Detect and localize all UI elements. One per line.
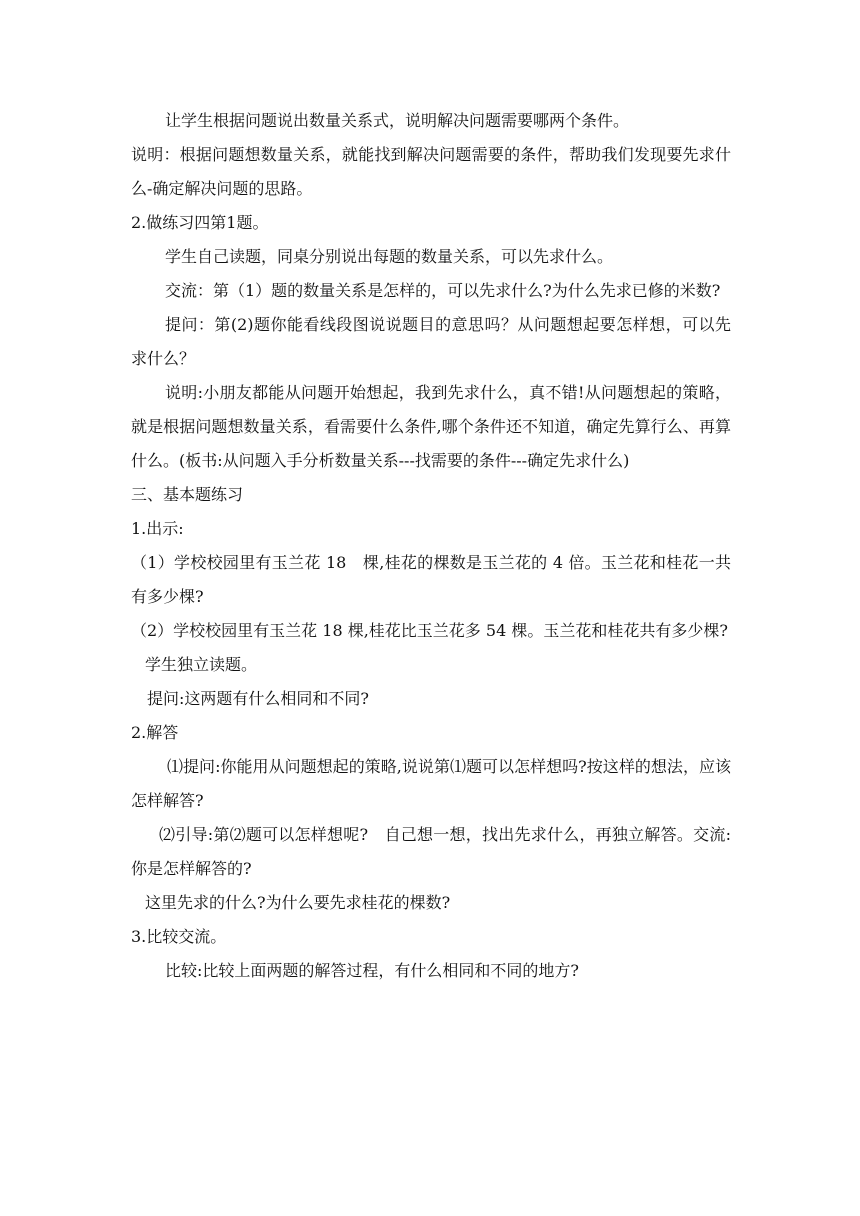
paragraph-compare-process: 比较:比较上面两题的解答过程，有什么相同和不同的地方?: [165, 961, 579, 980]
paragraph-explanation: 说明：根据问题想数量关系，就能找到解决问题需要的条件，帮助我们发现要先求什么-确定解决问题的思路。: [131, 145, 731, 198]
paragraph-why-first: 这里先求的什么?为什么要先求桂花的棵数?: [145, 893, 451, 912]
paragraph-strategy-note: 说明:小朋友都能从问题开始想起，我到先求什么，真不错!从问题想起的策略，就是根据问题想数量关系，看需要什么条件,哪个条件还不知道，确定先算行么、再算什么。(板书:从问题入手分析数量关系---找需要的条件---确定先求什么): [131, 383, 731, 470]
paragraph-answer-two: ⑵引导:第⑵题可以怎样想呢? 自己想一想，找出先求什么，再独立解答。交流:你是怎样解答的?: [131, 825, 731, 878]
paragraph-exchange: 交流：第（1）题的数量关系是怎样的，可以先求什么?为什么先求已修的米数?: [165, 281, 721, 300]
paragraph-question: 提问：第(2)题你能看线段图说说题目的意思吗？从问题想起要怎样想，可以先求什么？: [131, 315, 731, 368]
paragraph-compare-heading: 3.比较交流。: [131, 927, 227, 946]
paragraph-answer-heading: 2.解答: [131, 723, 179, 742]
paragraph-exercise-heading: 2.做练习四第1题。: [131, 213, 269, 232]
paragraph-students-read: 学生自己读题，同桌分别说出每题的数量关系，可以先求什么。: [165, 247, 614, 266]
problem-two: （2）学校校园里有玉兰花 18 棵,桂花比玉兰花多 54 棵。玉兰花和桂花共有多少棵?: [131, 621, 728, 640]
paragraph-instruction: 让学生根据问题说出数量关系式，说明解决问题需要哪两个条件。: [165, 111, 630, 130]
section-heading: 三、基本题练习: [131, 485, 244, 504]
problem-one: （1）学校校园里有玉兰花 18 棵,桂花的棵数是玉兰花的 4 倍。玉兰花和桂花一共有多少棵?: [131, 553, 731, 606]
paragraph-answer-one: ⑴提问:你能用从问题想起的策略,说说第⑴题可以怎样想吗?按这样的想法，应该怎样解答?: [131, 757, 731, 810]
paragraph-show: 1.出示:: [131, 519, 184, 538]
paragraph-independent-reading: 学生独立读题。: [145, 655, 258, 674]
paragraph-compare-question: 提问:这两题有什么相同和不同?: [147, 689, 369, 708]
document-body: [131, 104, 731, 988]
